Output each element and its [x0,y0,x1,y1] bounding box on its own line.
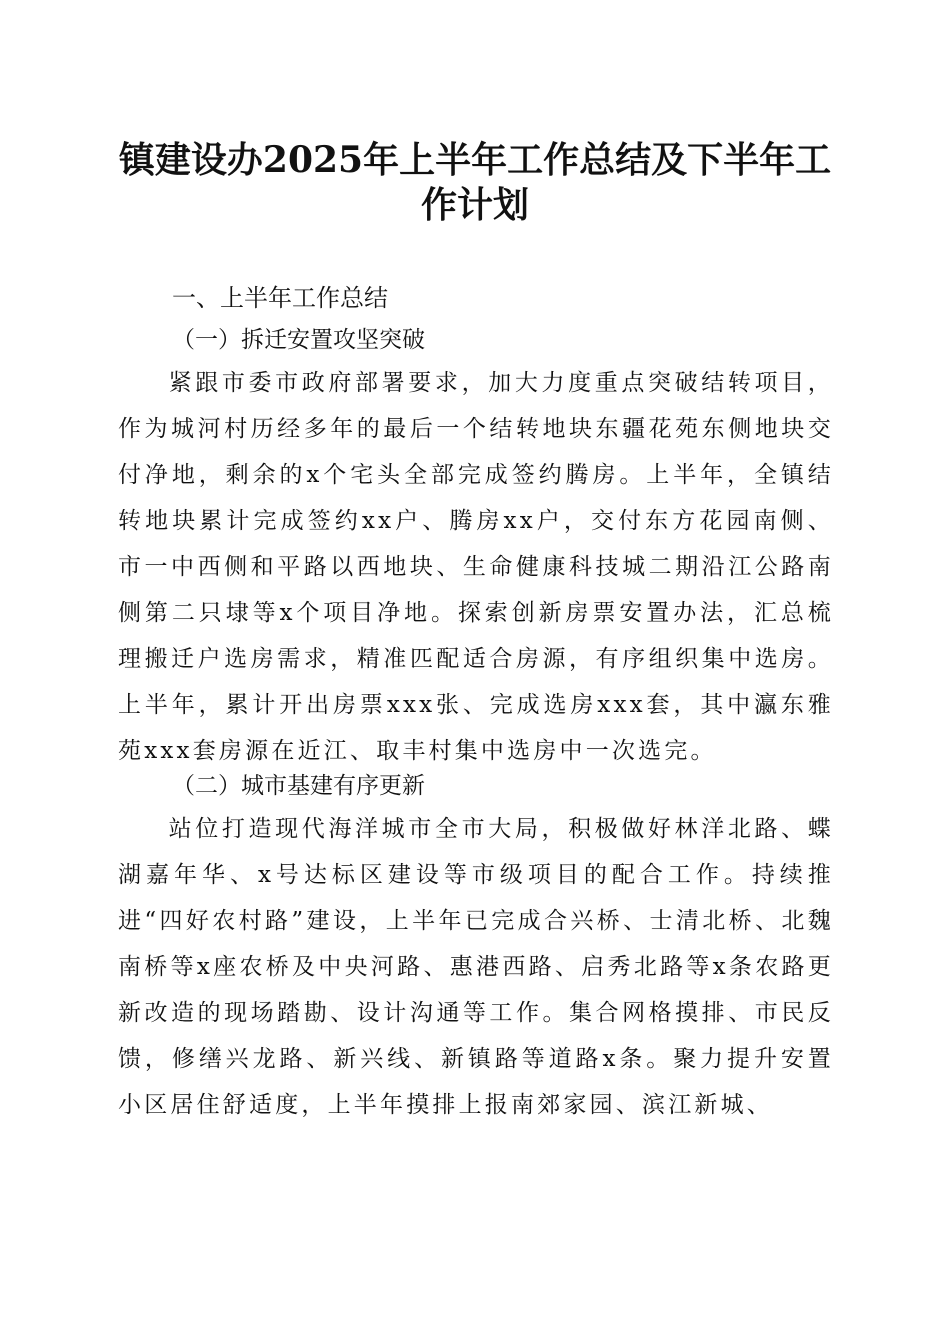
document-title-line-1: 镇建设办2025年上半年工作总结及下半年工 [118,139,832,181]
paragraph-urban-infrastructure: 站位打造现代海洋城市全市大局，积极做好林洋北路、蝶湖嘉年华、x号达标区建设等市级项目的配合工作。持续推进“四好农村路”建设，上半年已完成合兴桥、士清北桥、北魏南桥等x座农桥及中央河路、惠港西路、启秀北路等x条农路更新改造的现场踏勘、设计沟通等工作。集合网格摸排、市民反馈，修缮兴龙路、新兴线、新镇路等道路x条。聚力提升安置小区居住舒适度，上半年摸排上报南郊家园、滨江新城、 [118,816,834,1118]
document-title-line-2: 作计划 [420,184,529,226]
subsection-heading-urban-infrastructure: （二）城市基建有序更新 [172,773,425,799]
subsection-heading-demolition-resettlement: （一）拆迁安置攻坚突破 [172,327,425,353]
paragraph-demolition-resettlement: 紧跟市委市政府部署要求，加大力度重点突破结转项目，作为城河村历经多年的最后一个结转地块东疆花苑东侧地块交付净地，剩余的x个宅头全部完成签约腾房。上半年，全镇结转地块累计完成签约xx户、腾房xx户，交付东方花园南侧、市一中西侧和平路以西地块、生命健康科技城二期沿江公路南侧第二只埭等x个项目净地。探索创新房票安置办法，汇总梳理搬迁户选房需求，精准匹配适合房源，有序组织集中选房。上半年，累计开出房票xxx张、完成选房xxx套，其中瀛东雅苑xxx套房源在近江、取丰村集中选房中一次选完。 [118,370,834,764]
section-heading-first-half-summary: 一、上半年工作总结 [172,284,388,312]
